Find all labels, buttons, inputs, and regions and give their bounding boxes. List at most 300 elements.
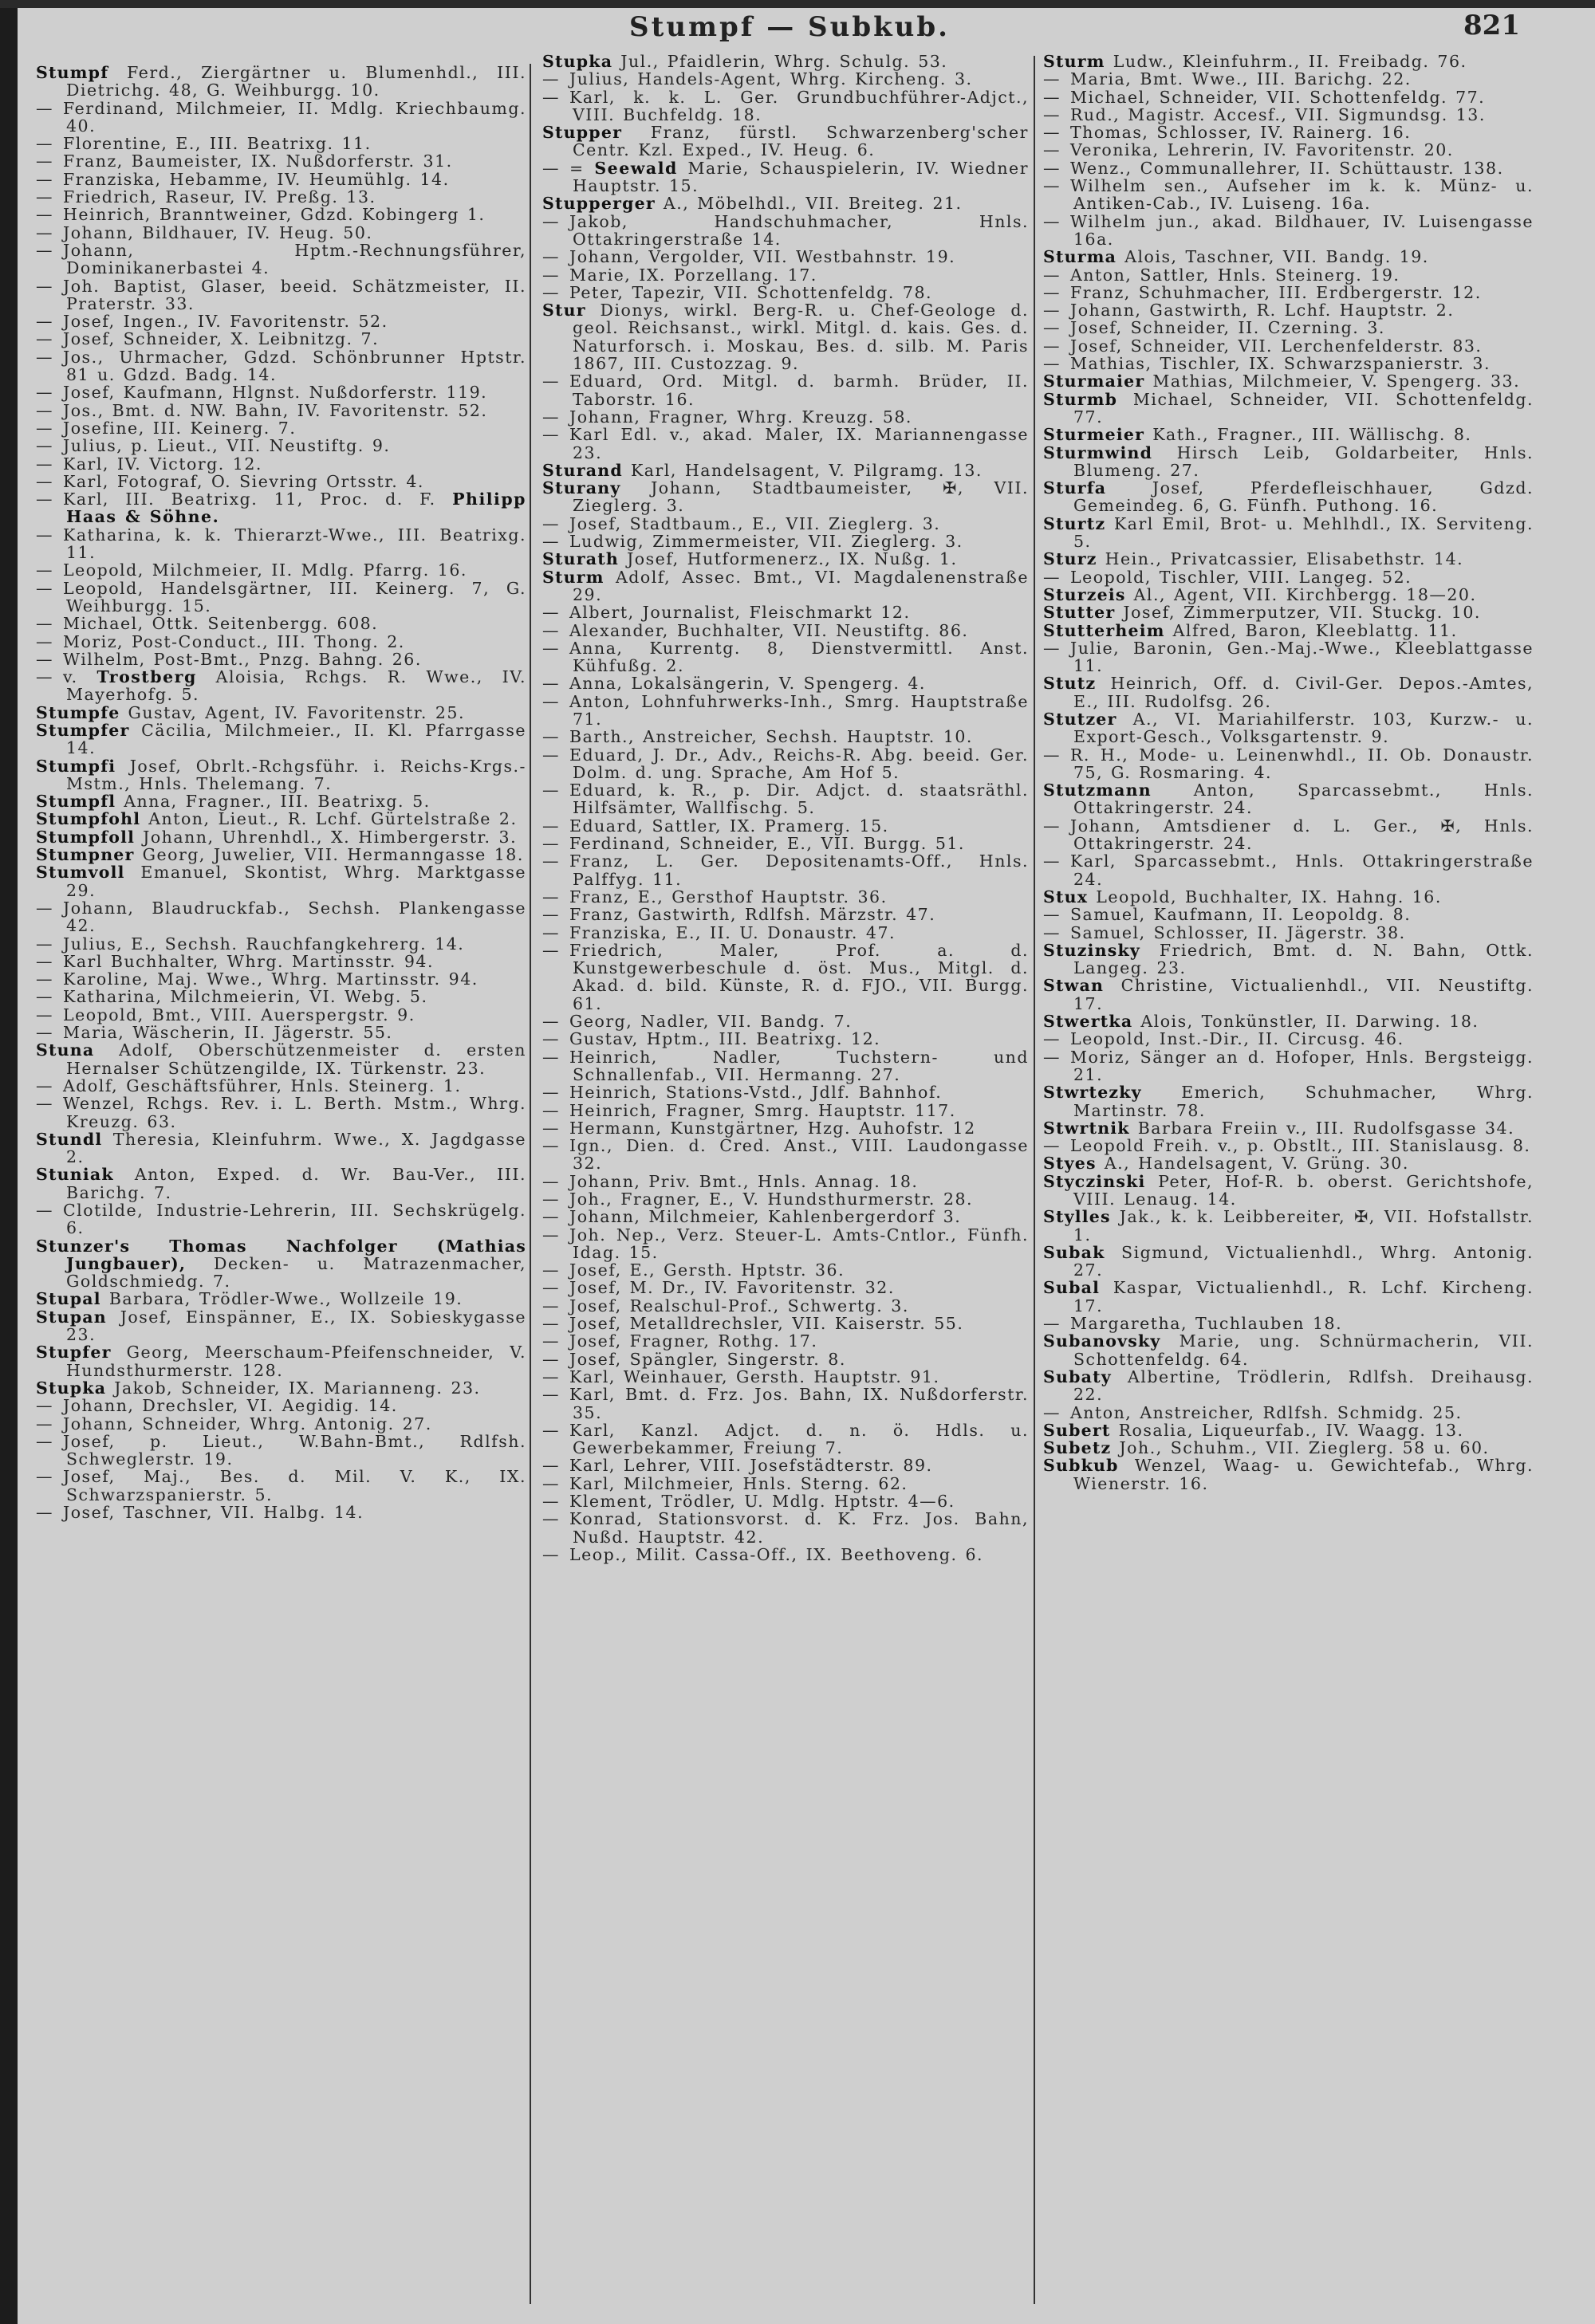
entry-surname: Stutterheim [1043, 620, 1165, 640]
ditto-dash: — [542, 1420, 560, 1440]
directory-entry [36, 1131, 526, 1166]
directory-entry [542, 1102, 1029, 1119]
entry-surname: Stumpfe [36, 702, 120, 722]
entry-surname: Stuna [36, 1040, 95, 1060]
entry-text: Karl, Fotograf, O. Sievring Ortsstr. 4. [63, 471, 424, 491]
entry-text: Franz, Gastwirth, Rdlfsh. Märzstr. 47. [569, 905, 936, 925]
directory-entry [542, 622, 1029, 639]
ditto-dash: — [36, 614, 53, 634]
entry-text: Karl, Kanzl. Adjct. d. n. ö. Hdls. u. Gewerbekammer, Freiung 7. [569, 1420, 1029, 1458]
ditto-dash: — [542, 247, 560, 267]
entry-text: Albert, Journalist, Fleischmarkt 12. [569, 603, 911, 623]
entry-text: R. H., Mode- u. Leinenwhdl., II. Ob. Donaustr. 75, G. Rosmaring. 4. [1070, 745, 1534, 782]
entry-text: Eduard, Ord. Mitgl. d. barmh. Brüder, II. Taborstr. 16. [569, 372, 1029, 409]
directory-entry [542, 1457, 1029, 1474]
ditto-dash: — [542, 1047, 560, 1067]
directory-entry [36, 988, 526, 1005]
directory-entry [1043, 1173, 1534, 1209]
directory-entry [36, 970, 526, 988]
directory-entry [542, 604, 1029, 621]
directory-column-1 [36, 64, 526, 1521]
ditto-dash: — [1043, 104, 1061, 124]
entry-surname: Stumpfohl [36, 809, 141, 829]
entry-text: Franz, L. Ger. Depositenamts-Off., Hnls. Palffyg. 11. [569, 851, 1029, 889]
directory-entry [542, 746, 1029, 782]
directory-entry [542, 1208, 1029, 1225]
entry-text: Josef, Pferdefleischhauer, Gdzd. Gemeindeg. 6, G. Fünfh. Puthong. 16. [1073, 478, 1534, 516]
directory-entry [1043, 1154, 1534, 1172]
directory-entry [542, 462, 1029, 479]
ditto-dash: — [36, 898, 53, 918]
entry-text: Josef, Metalldrechsler, VII. Kaiserstr. 55. [569, 1314, 964, 1334]
entry-text: Leopold, Handelsgärtner, III. Keinerg. 7, G. Weihburgg. 15. [63, 578, 526, 615]
directory-entry [36, 1077, 526, 1095]
directory-entry [36, 846, 526, 863]
entry-text: Anton, Lohnfuhrwerks-Inh., Smrg. Hauptstraße 71. [569, 691, 1029, 729]
directory-entry [1043, 639, 1534, 675]
directory-entry [36, 455, 526, 473]
entry-text: Josef, Fragner, Rothg. 17. [569, 1331, 818, 1351]
entry-text: Michael, Ottk. Seitenbergg. 608. [63, 614, 379, 634]
ditto-dash: — [1043, 211, 1061, 231]
directory-entry [542, 1332, 1029, 1350]
entry-text: Johann, Blaudruckfab., Sechsh. Plankengasse 42. [63, 898, 526, 936]
entry-text: Johann, Stadtbaumeister, ✠, VII. Zieglerg. 3. [573, 478, 1029, 516]
page-edge-top [0, 0, 1595, 8]
entry-surname: Sturz [1043, 549, 1097, 569]
entry-text: = [569, 158, 585, 178]
directory-entry [542, 1013, 1029, 1030]
directory-entry [542, 1546, 1029, 1563]
entry-text: Josef, Einspänner, E., IX. Sobieskygasse 23. [66, 1307, 526, 1345]
directory-entry [542, 1386, 1029, 1422]
entry-text: Anton, Lieut., R. Lchf. Gürtelstraße 2. [148, 809, 518, 829]
directory-entry [1043, 604, 1534, 621]
directory-entry [36, 935, 526, 953]
directory-entry [1043, 301, 1534, 319]
ditto-dash: — [542, 940, 560, 960]
entry-surname: Stumpfoll [36, 827, 136, 847]
entry-text: Joh. Baptist, Glaser, beeid. Schätzmeister, II. Praterstr. 33. [63, 276, 526, 313]
entry-text: Clotilde, Industrie-Lehrerin, III. Sechskrügelg. 6. [63, 1201, 526, 1238]
entry-text: Wilhelm, Post-Bmt., Pnzg. Bahng. 26. [63, 649, 422, 669]
entry-text: Heinrich, Branntweiner, Gdzd. Kobingerg 1. [63, 205, 486, 225]
entry-text: Eduard, J. Dr., Adv., Reichs-R. Abg. beeid. Ger. Dolm. d. ung. Sprache, Am Hof 5. [569, 745, 1029, 782]
entry-text: Dionys, wirkl. Berg-R. u. Chef-Geologe d. geol. Reichsanst., wirkl. Mitgl. d. kais. Ges. d. Naturforsch. i. Moskau, Bes. d. silb. M. Paris 1867, III. Custozzag. 9. [573, 301, 1029, 374]
directory-entry [542, 835, 1029, 852]
directory-entry [542, 906, 1029, 923]
entry-text: Katharina, Milchmeierin, VI. Webg. 5. [63, 987, 428, 1007]
ditto-dash: — [36, 1201, 53, 1220]
ditto-dash: — [36, 987, 53, 1007]
entry-bold-name: Seewald [594, 158, 678, 178]
ditto-dash: — [542, 620, 560, 640]
ditto-dash: — [1043, 905, 1061, 925]
directory-entry [36, 580, 526, 615]
entry-surname: Stutzer [1043, 709, 1117, 729]
entry-text: Hirsch Leib, Goldarbeiter, Hnls. Blumeng. 27. [1073, 442, 1534, 480]
entry-text: Josef, Schneider, II. Czerning. 3. [1070, 318, 1385, 338]
entry-text: Wenz., Communallehrer, II. Schüttaustr. 138. [1070, 158, 1504, 178]
entry-surname: Stupperger [542, 194, 656, 214]
ditto-dash: — [36, 98, 53, 118]
directory-entry [36, 152, 526, 170]
ditto-dash: — [542, 816, 560, 836]
directory-entry [1043, 550, 1534, 568]
entry-surname: Sturfa [1043, 478, 1107, 498]
ditto-dash: — [1043, 282, 1061, 302]
entry-text: Friedrich, Bmt. d. N. Bahn, Ottk. Langeg. 23. [1073, 940, 1534, 978]
entry-text: Albertine, Trödlerin, Rdlfsh. Dreihausg. 22. [1073, 1366, 1534, 1405]
ditto-dash: — [542, 851, 560, 871]
entry-text: Anna, Kurrentg. 8, Dienstvermittl. Anst. Kühfußg. 2. [569, 638, 1029, 676]
directory-entry [36, 1415, 526, 1433]
directory-entry [542, 888, 1029, 906]
entry-text: Johann, Amtsdiener d. L. Ger., ✠, Hnls. Ottakringerstr. 24. [1070, 816, 1534, 854]
entry-text: Karl, IV. Victorg. 12. [63, 454, 262, 474]
entry-text: Karl Buchhalter, Whrg. Martinsstr. 94. [63, 951, 434, 971]
entry-surname: Sturand [542, 460, 623, 480]
ditto-dash: — [1043, 69, 1061, 89]
directory-entry [542, 515, 1029, 533]
ditto-dash: — [542, 1100, 560, 1120]
entry-text: Josef, Spängler, Singerstr. 8. [569, 1349, 846, 1369]
ditto-dash: — [542, 1314, 560, 1334]
directory-entry [36, 1201, 526, 1237]
ditto-dash: — [542, 1190, 560, 1209]
entry-text: Ign., Dien. d. Cred. Anst., VIII. Laudongasse 32. [569, 1136, 1029, 1174]
ditto-dash: — [36, 329, 53, 349]
entry-text: Johann, Uhrenhdl., X. Himbergerstr. 3. [143, 827, 518, 847]
entry-text: Decken- u. Matrazenmacher, Goldschmiedg. 7. [66, 1253, 526, 1292]
entry-text: Aloisia, Rchgs. R. Wwe., IV. Mayerhofg. 5. [66, 667, 526, 705]
entry-surname: Styczinski [1043, 1171, 1146, 1191]
ditto-dash: — [36, 525, 53, 545]
entry-text: Leopold, Milchmeier, II. Mdlg. Pfarrg. 16. [63, 560, 467, 580]
ditto-dash: — [542, 691, 560, 711]
entry-text: Leopold, Tischler, VIII. Langeg. 52. [1070, 567, 1412, 587]
entry-text: Jakob, Schneider, IX. Marianneng. 23. [114, 1378, 481, 1398]
directory-entry [1043, 710, 1534, 746]
ditto-dash: — [542, 1012, 560, 1032]
directory-entry [542, 124, 1029, 159]
ditto-dash: — [542, 513, 560, 533]
entry-text: Margaretha, Tuchlauben 18. [1070, 1314, 1343, 1334]
entry-surname: Stumpfi [36, 756, 116, 776]
directory-entry [1043, 319, 1534, 336]
entry-text: Peter, Hof-R. b. oberst. Gerichtshofe, VIII. Lenaug. 14. [1073, 1171, 1534, 1209]
entry-text: Franz, E., Gersthof Hauptstr. 36. [569, 887, 888, 906]
directory-entry [542, 1030, 1029, 1048]
entry-surname: Sturm [1043, 52, 1105, 71]
directory-entry [1043, 213, 1534, 249]
entry-text: Leopold, Inst.-Dir., II. Circusg. 46. [1070, 1029, 1404, 1049]
directory-entry [1043, 781, 1534, 817]
directory-entry [1043, 888, 1534, 906]
ditto-dash: — [542, 1366, 560, 1386]
directory-entry [36, 863, 526, 899]
page-edge-left [0, 0, 18, 2324]
ditto-dash: — [1043, 140, 1061, 160]
entry-surname: Sturtz [1043, 513, 1106, 533]
entry-text: Johann, Hptm.-Rechnungsführer, Dominikanerbastei 4. [63, 240, 526, 278]
directory-entry [36, 100, 526, 136]
entry-text: Julius, p. Lieut., VII. Neustiftg. 9. [63, 436, 391, 456]
directory-entry [36, 419, 526, 437]
ditto-dash: — [36, 649, 53, 669]
directory-entry [542, 88, 1029, 124]
directory-entry [1043, 1439, 1534, 1457]
entry-text: Mathias, Tischler, IX. Schwarzspanierstr. 3. [1070, 354, 1491, 374]
directory-entry [36, 1379, 526, 1397]
entry-text: Jos., Uhrmacher, Gdzd. Schönbrunner Hptstr. 81 u. Gdzd. Badg. 14. [63, 347, 526, 385]
ditto-dash: — [36, 578, 53, 598]
directory-entry [36, 171, 526, 188]
directory-entry [36, 383, 526, 401]
entry-text: Anna, Lokalsängerin, V. Spengerg. 4. [569, 674, 926, 694]
ditto-dash: — [1043, 567, 1061, 587]
directory-entry [36, 437, 526, 454]
directory-entry [542, 533, 1029, 550]
directory-entry [36, 1308, 526, 1344]
entry-text: Barbara Freiin v., III. Rudolfsgasse 34. [1137, 1118, 1515, 1138]
entry-surname: Subak [1043, 1242, 1105, 1262]
entry-text: Theresia, Kleinfuhrm. Wwe., X. Jagdgasse 2. [66, 1129, 526, 1167]
entry-surname: Subaty [1043, 1366, 1112, 1386]
entry-text: Josef, Realschul-Prof., Schwertg. 3. [569, 1296, 909, 1315]
directory-entry [36, 810, 526, 828]
directory-entry [542, 248, 1029, 265]
entry-text: Georg, Meerschaum-Pfeifenschneider, V. Hundsthurmerstr. 128. [66, 1343, 526, 1380]
entry-text: Franz, fürstl. Schwarzenberg'scher Centr. Kzl. Exped., IV. Heug. 6. [573, 123, 1029, 160]
entry-text: Jos., Bmt. d. NW. Bahn, IV. Favoritenstr. 52. [63, 400, 488, 420]
entry-text: Marie, IX. Porzellang. 17. [569, 265, 817, 285]
entry-text: Ferdinand, Milchmeier, II. Mdlg. Kriechbaumg. 40. [63, 98, 526, 136]
ditto-dash: — [542, 1385, 560, 1405]
entry-text: Josef, Stadtbaum., E., VII. Zieglerg. 3. [569, 513, 941, 533]
directory-entry [1043, 622, 1534, 639]
ditto-dash: — [1043, 265, 1061, 285]
directory-entry [36, 1166, 526, 1201]
entry-text: Josef, M. Dr., IV. Favoritenstr. 32. [569, 1278, 895, 1298]
directory-column-2 [542, 53, 1029, 1563]
directory-entry [1043, 479, 1534, 515]
directory-entry [542, 1137, 1029, 1173]
entry-text: Leopold Freih. v., p. Obstlt., III. Stanislausg. 8. [1070, 1136, 1531, 1156]
entry-text: Josef, Maj., Bes. d. Mil. V. K., IX. Schwarzspanierstr. 5. [63, 1467, 526, 1504]
directory-entry [1043, 88, 1534, 106]
entry-text: Katharina, k. k. Thierarzt-Wwe., III. Beatrixg. 11. [63, 525, 526, 563]
entry-text: Barbara, Trödler-Wwe., Wollzeile 19. [108, 1289, 463, 1309]
entry-surname: Sturath [542, 549, 620, 569]
ditto-dash: — [36, 667, 53, 687]
page-number: 821 [1463, 10, 1520, 41]
entry-text: Johann, Drechsler, VI. Aegidig. 14. [63, 1396, 398, 1416]
ditto-dash: — [1043, 1047, 1061, 1067]
entry-text: Friedrich, Maler, Prof. a. d. Kunstgewerbeschule d. öst. Mus., Mitgl. d. Akad. d. bild. Künste, R. d. FJO., VII. Burgg. 61. [569, 940, 1029, 1013]
directory-entry [36, 953, 526, 970]
ditto-dash: — [36, 934, 53, 954]
ditto-dash: — [1043, 301, 1061, 320]
entry-text: Marie, ung. Schnürmacherin, VII. Schottenfeldg. 64. [1073, 1331, 1534, 1369]
directory-entry [1043, 942, 1534, 977]
ditto-dash: — [36, 1023, 53, 1043]
ditto-dash: — [1043, 851, 1061, 871]
directory-entry [542, 852, 1029, 888]
ditto-dash: — [1043, 1402, 1061, 1422]
ditto-dash: — [542, 1278, 560, 1298]
directory-entry [1043, 1083, 1534, 1119]
directory-entry [1043, 1137, 1534, 1154]
entry-text: Georg, Juwelier, VII. Hermanngasse 18. [142, 845, 524, 865]
directory-entry [36, 704, 526, 722]
entry-text: Alfred, Baron, Kleeblattg. 11. [1172, 620, 1458, 640]
entry-text: Anna, Fragner., III. Beatrixg. 5. [124, 792, 431, 812]
ditto-dash: — [542, 87, 560, 107]
directory-entry [1043, 1244, 1534, 1280]
entry-surname: Sturmeier [1043, 425, 1145, 445]
ditto-dash: — [1043, 123, 1061, 143]
entry-text: Josef, Schneider, VII. Lerchenfelderstr. 83. [1070, 336, 1483, 356]
entry-text: Joh., Schuhm., VII. Zieglerg. 58 u. 60. [1119, 1438, 1490, 1458]
directory-entry [1043, 586, 1534, 604]
ditto-dash: — [1043, 1029, 1061, 1049]
directory-entry [1043, 426, 1534, 443]
ditto-dash: — [542, 1296, 560, 1315]
directory-entry [542, 1083, 1029, 1101]
directory-entry [542, 159, 1029, 195]
directory-entry [36, 277, 526, 313]
ditto-dash: — [542, 372, 560, 391]
entry-surname: Stumpf [36, 63, 109, 82]
entry-text: Alois, Tonkünstler, II. Darwing. 18. [1140, 1012, 1479, 1032]
ditto-dash: — [1043, 922, 1061, 942]
entry-text: Samuel, Kaufmann, II. Leopoldg. 8. [1070, 905, 1412, 925]
entry-text: Joh., Fragner, E., V. Hundsthurmerstr. 28. [569, 1190, 974, 1209]
directory-entry [542, 1119, 1029, 1137]
ditto-dash: — [542, 1171, 560, 1191]
entry-text: Heinrich, Fragner, Smrg. Hauptstr. 117. [569, 1100, 956, 1120]
ditto-dash: — [36, 418, 53, 438]
entry-text: Eduard, Sattler, IX. Pramerg. 15. [569, 816, 889, 836]
entry-surname: Subkub [1043, 1456, 1119, 1476]
entry-text: Karl, Handelsagent, V. Pilgramg. 13. [630, 460, 983, 480]
ditto-dash: — [36, 1094, 53, 1114]
entry-surname: Stunzer's Thomas Nachfolger (Mathias Jungbauer), [36, 1236, 526, 1273]
entry-surname: Stwan [1043, 976, 1105, 996]
directory-entry [36, 490, 526, 526]
directory-entry [1043, 106, 1534, 124]
directory-entry [36, 330, 526, 348]
ditto-dash: — [542, 1136, 560, 1156]
entry-text: Hein., Privatcassier, Elisabethstr. 14. [1105, 549, 1464, 569]
entry-text: Karl Edl. v., akad. Maler, IX. Mariannengasse 23. [569, 425, 1029, 462]
ditto-dash: — [1043, 87, 1061, 107]
directory-entry [1043, 515, 1534, 551]
entry-text: Cäcilia, Milchmeier., II. Kl. Pfarrgasse 14. [66, 720, 526, 758]
ditto-dash: — [36, 347, 53, 367]
entry-surname: Sturmaier [1043, 372, 1145, 391]
directory-entry [542, 70, 1029, 88]
entry-bold-name: Trostberg [96, 667, 197, 687]
entry-surname: Stupal [36, 1289, 101, 1309]
entry-text: Franz, Schuhmacher, III. Erdbergerstr. 12. [1070, 282, 1482, 302]
directory-entry [1043, 141, 1534, 159]
running-head: Stumpf — Subkub. [629, 11, 950, 43]
entry-text: Johann, Gastwirth, R. Lchf. Hauptstr. 2. [1070, 301, 1455, 320]
directory-entry [36, 224, 526, 242]
directory-entry [1043, 372, 1534, 390]
directory-entry [1043, 124, 1534, 141]
entry-text: Karoline, Maj. Wwe., Whrg. Martinsstr. 94. [63, 969, 478, 989]
ditto-dash: — [542, 1118, 560, 1138]
directory-entry [36, 899, 526, 935]
directory-entry [36, 473, 526, 490]
ditto-dash: — [36, 187, 53, 207]
entry-surname: Sturmwind [1043, 442, 1153, 462]
entry-text: A., VI. Mariahilferstr. 103, Kurzw.- u. Export-Gesch., Volksgartenstr. 9. [1073, 709, 1534, 747]
entry-surname: Stutzmann [1043, 781, 1152, 800]
entry-text: v. [63, 667, 78, 687]
ditto-dash: — [542, 905, 560, 925]
entry-text: Adolf, Oberschützenmeister d. ersten Hernalser Schützengilde, IX. Türkenstr. 23. [66, 1040, 526, 1078]
entry-text: Heinrich, Nadler, Tuchstern- und Schnallenfab., VII. Hermanng. 27. [569, 1047, 1029, 1084]
entry-surname: Stuzinsky [1043, 940, 1140, 960]
ditto-dash: — [1043, 158, 1061, 178]
directory-entry [36, 188, 526, 206]
entry-text: Josefine, III. Keinerg. 7. [63, 418, 297, 438]
directory-entry [36, 1504, 526, 1521]
ditto-dash: — [36, 312, 53, 332]
entry-text: Leop., Milit. Cassa-Off., IX. Beethoveng. 6. [569, 1544, 984, 1564]
entry-text: Anton, Sparcassebmt., Hnls. Ottakringerstr. 24. [1073, 781, 1534, 818]
entry-text: Karl, Bmt. d. Frz. Jos. Bahn, IX. Nußdorferstr. 35. [569, 1385, 1029, 1422]
directory-entry [36, 651, 526, 668]
entry-text: Emanuel, Skontist, Whrg. Marktgasse 29. [66, 863, 526, 900]
directory-entry [542, 1315, 1029, 1332]
directory-entry [1043, 53, 1534, 70]
entry-surname: Sturany [542, 478, 621, 498]
directory-entry [542, 550, 1029, 568]
directory-entry [1043, 1404, 1534, 1422]
ditto-dash: — [36, 151, 53, 171]
entry-text: Alexander, Buchhalter, VII. Neustiftg. 86. [569, 620, 969, 640]
ditto-dash: — [36, 454, 53, 474]
entry-text: Johann, Milchmeier, Kahlenbergerdorf 3. [569, 1207, 962, 1227]
ditto-dash: — [542, 1473, 560, 1493]
entry-text: Emerich, Schuhmacher, Whrg. Martinstr. 78. [1073, 1083, 1534, 1120]
directory-entry [542, 1048, 1029, 1084]
entry-text: Marie, Schauspielerin, IV. Wiedner Hauptstr. 15. [573, 158, 1029, 196]
entry-text: A., Handelsagent, V. Grüng. 30. [1104, 1154, 1409, 1174]
entry-text: Josef, Kaufmann, Hlgnst. Nußdorferstr. 119. [63, 383, 488, 403]
entry-text: Josef, Obrlt.-Rchgsführ. i. Reichs-Krgs.-Mstm., Hnls. Thelemang. 7. [66, 756, 526, 793]
entry-text: Josef, E., Gersth. Hptstr. 36. [569, 1260, 845, 1280]
entry-surname: Stwrtnik [1043, 1118, 1130, 1138]
entry-text: Gustav, Hptm., III. Beatrixg. 12. [569, 1029, 881, 1049]
entry-text: Anton, Anstreicher, Rdlfsh. Schmidg. 25. [1070, 1402, 1463, 1422]
entry-text: Wenzel, Waag- u. Gewichtefab., Whrg. Wienerstr. 16. [1073, 1456, 1534, 1493]
entry-surname: Stupan [36, 1307, 107, 1327]
directory-entry [1043, 1030, 1534, 1048]
entry-text: Johann, Priv. Bmt., Hnls. Annag. 18. [569, 1171, 919, 1191]
column-rule [1034, 56, 1035, 2304]
entry-text: Josef, p. Lieut., W.Bahn-Bmt., Rdlfsh. Schweglerstr. 19. [63, 1431, 526, 1469]
entry-text: A., Möbelhdl., VII. Breiteg. 21. [663, 194, 963, 214]
entry-surname: Stupka [36, 1378, 107, 1398]
directory-entry [1043, 355, 1534, 372]
ditto-dash: — [542, 1456, 560, 1476]
